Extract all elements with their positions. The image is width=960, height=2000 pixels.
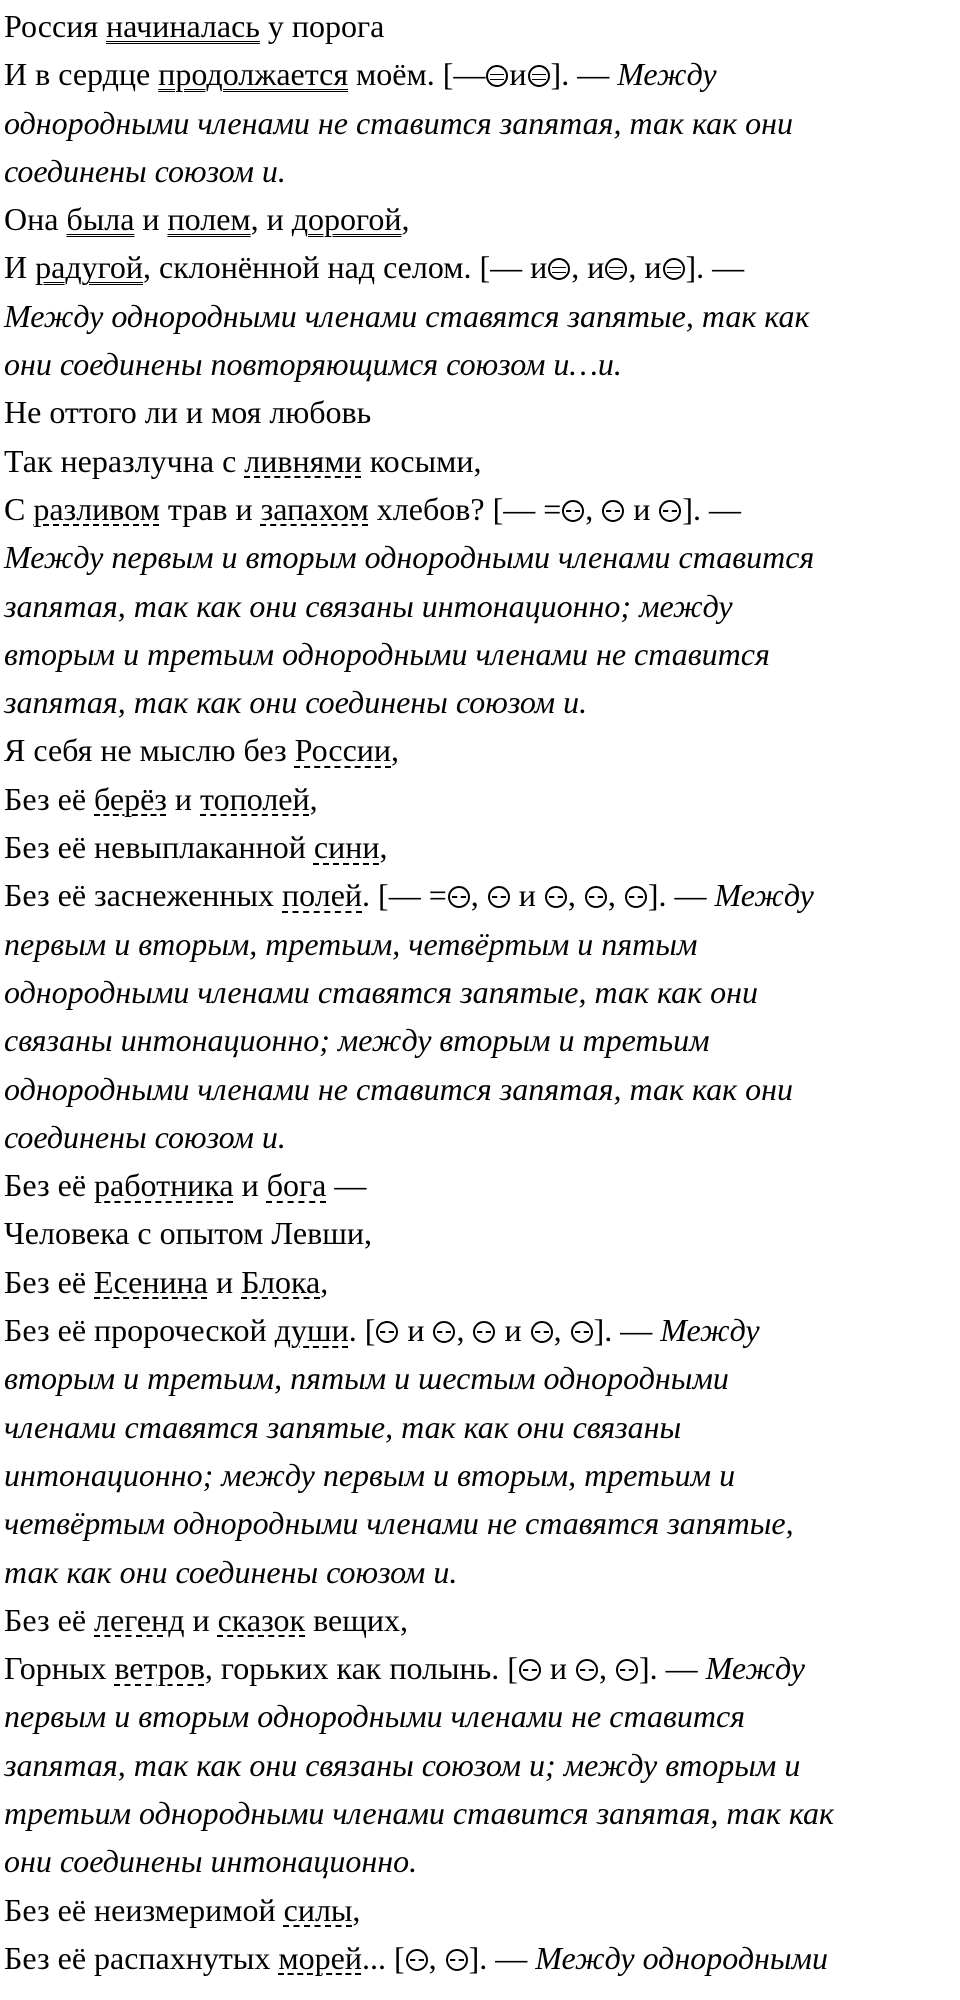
explanation-text: третьим однородными членами ставится запятая, так как	[4, 1794, 834, 1831]
text-segment: и	[510, 877, 544, 914]
predicate-word: полем	[167, 201, 251, 238]
explanation-text: связаны интонационно; между вторым и третьим	[4, 1022, 710, 1059]
object-circle-icon	[519, 1659, 541, 1681]
text-line	[4, 50, 960, 98]
text-line	[4, 1741, 960, 1789]
text-line	[4, 292, 960, 340]
explanation-text: так как они соединены союзом и.	[4, 1553, 458, 1590]
text-segment: ,	[320, 1263, 329, 1300]
object-circle-icon	[406, 1949, 428, 1971]
explanation-text: Между	[660, 1312, 760, 1349]
text-segment: Не оттого ли и моя любовь	[4, 394, 372, 431]
text-segment: Без её заснеженных	[4, 877, 283, 914]
text-segment: ,	[553, 1312, 570, 1349]
text-segment: Без её неизмеримой	[4, 1891, 284, 1928]
text-segment: ,	[585, 490, 602, 527]
object-circle-icon	[473, 1321, 495, 1343]
text-line	[4, 485, 960, 533]
object-circle-icon	[571, 1321, 593, 1343]
text-line	[4, 823, 960, 871]
object-circle-icon	[576, 1659, 598, 1681]
explanation-text: Между однородными	[535, 1939, 828, 1976]
text-line	[4, 1837, 960, 1885]
text-line	[4, 2, 960, 50]
object-word: души	[274, 1312, 349, 1349]
text-segment: хлебов? [— =	[368, 490, 562, 527]
text-line	[4, 1354, 960, 1402]
text-line	[4, 1596, 960, 1644]
text-segment: Россия	[4, 8, 107, 44]
text-line	[4, 775, 960, 823]
explanation-text: однородными членами не ставится запятая, так как они	[4, 104, 793, 141]
explanation-text: запятая, так как они связаны интонационно; между	[4, 587, 733, 624]
predicate-circle-icon	[605, 258, 627, 280]
text-segment: Она	[4, 201, 67, 238]
explanation-text: интонационно; между первым и вторым, третьим и	[4, 1456, 736, 1493]
text-line	[4, 582, 960, 630]
explanation-text: первым и вторым, третьим, четвёртым и пятым	[4, 925, 698, 962]
text-line	[4, 533, 960, 581]
predicate-circle-icon	[486, 65, 508, 87]
explanation-text: однородными членами ставятся запятые, так как они	[4, 973, 758, 1010]
text-segment: и	[541, 1650, 575, 1687]
object-word: разливом	[33, 490, 160, 527]
text-segment: Без её пророческой	[4, 1312, 275, 1349]
predicate-word: продолжается	[158, 56, 349, 93]
object-circle-icon	[446, 1949, 468, 1971]
explanation-text: запятая, так как они связаны союзом и; между вторым и	[4, 1746, 801, 1783]
text-line	[4, 1258, 960, 1306]
text-segment: Так неразлучна с	[4, 442, 245, 479]
object-circle-icon	[625, 886, 647, 908]
text-segment: И в сердце	[4, 56, 159, 93]
text-line	[4, 871, 960, 919]
predicate-word: начиналась	[106, 8, 260, 44]
text-line	[4, 1065, 960, 1113]
text-line	[4, 968, 960, 1016]
text-line	[4, 388, 960, 436]
object-circle-icon	[376, 1321, 398, 1343]
text-segment: вещих,	[305, 1601, 408, 1638]
text-line	[4, 1209, 960, 1257]
text-line	[4, 1016, 960, 1064]
text-segment: Без её	[4, 1167, 95, 1204]
predicate-word: дорогой	[291, 201, 402, 238]
object-word: Блока	[241, 1263, 321, 1300]
text-segment: ]. —	[593, 1312, 661, 1349]
predicate-circle-icon	[528, 65, 550, 87]
explanation-text: членами ставятся запятые, так как они связаны	[4, 1408, 682, 1445]
text-segment: Горных	[4, 1650, 115, 1687]
text-segment: Без её	[4, 1263, 95, 1300]
text-segment: и	[207, 1263, 242, 1300]
text-segment: Человека с опытом Левши,	[4, 1215, 372, 1252]
text-segment: И	[4, 249, 36, 286]
object-word: берёз	[94, 780, 167, 817]
text-line	[4, 726, 960, 774]
object-circle-icon	[433, 1321, 455, 1343]
text-line	[4, 1451, 960, 1499]
explanation-text: вторым и третьим, пятым и шестым однородными	[4, 1360, 729, 1397]
object-circle-icon	[448, 886, 470, 908]
object-word: морей	[278, 1939, 362, 1976]
explanation-text: Между	[617, 56, 717, 93]
object-word: России	[294, 732, 392, 769]
text-segment: ,	[470, 877, 487, 914]
text-line	[4, 1403, 960, 1451]
object-circle-icon	[531, 1321, 553, 1343]
explanation-text: соединены союзом и.	[4, 152, 286, 189]
text-segment: ,	[391, 732, 400, 769]
text-segment: у порога	[259, 8, 385, 44]
text-segment: . [	[348, 1312, 376, 1349]
object-word: полей	[282, 877, 363, 914]
text-line	[4, 1789, 960, 1837]
object-word: ливнями	[244, 442, 362, 479]
text-line	[4, 1306, 960, 1354]
text-segment: —	[326, 1167, 367, 1204]
text-segment: ]. —	[639, 1650, 706, 1687]
explanation-text: Между	[714, 877, 814, 914]
object-word: силы	[283, 1891, 353, 1928]
object-circle-icon	[545, 886, 567, 908]
object-circle-icon	[616, 1659, 638, 1681]
text-segment: ,	[379, 829, 388, 866]
text-segment: ]. —	[685, 249, 745, 286]
text-segment: трав и	[159, 490, 261, 527]
text-segment: ]. —	[682, 490, 742, 527]
object-word: ветров	[114, 1650, 205, 1687]
text-line	[4, 1161, 960, 1209]
text-segment: ,	[309, 780, 318, 817]
predicate-circle-icon	[548, 258, 570, 280]
text-line	[4, 147, 960, 195]
text-segment: Без её распахнутых	[4, 1939, 279, 1976]
explanation-text: Между	[705, 1650, 805, 1687]
text-segment: и	[233, 1167, 267, 1204]
text-segment: косыми,	[361, 442, 482, 479]
text-segment: Без её	[4, 1601, 95, 1638]
explanation-text: Между первым и вторым однородными членами ставится	[4, 539, 815, 576]
predicate-word: была	[66, 201, 135, 238]
object-circle-icon	[488, 886, 510, 908]
explanation-text: вторым и третьим однородными членами не ставится	[4, 635, 770, 672]
text-segment: и	[399, 1312, 433, 1349]
object-word: запахом	[260, 490, 369, 527]
text-segment: ,	[607, 877, 624, 914]
text-segment: Без её	[4, 780, 95, 817]
text-line	[4, 1548, 960, 1596]
predicate-word: радугой	[35, 249, 144, 286]
explanation-text: они соединены повторяющимся союзом и…и.	[4, 346, 622, 383]
text-segment: ,	[352, 1891, 361, 1928]
text-line	[4, 1692, 960, 1740]
text-segment: и	[166, 780, 201, 817]
text-line	[4, 340, 960, 388]
text-line	[4, 243, 960, 291]
explanation-text: однородными членами не ставится запятая, так как они	[4, 1070, 793, 1107]
text-line	[4, 1113, 960, 1161]
text-segment: , горьких как полынь. [	[204, 1650, 518, 1687]
text-segment: ,	[428, 1939, 445, 1976]
object-word: работника	[94, 1167, 234, 1204]
text-line	[4, 630, 960, 678]
text-segment: моём. [—	[348, 56, 486, 93]
explanation-text: соединены союзом и.	[4, 1118, 286, 1155]
explanation-text: четвёртым однородными членами не ставятся запятые,	[4, 1505, 794, 1542]
explanation-text: они соединены интонационно.	[4, 1843, 418, 1880]
object-circle-icon	[602, 500, 624, 522]
object-word: сини	[313, 829, 380, 866]
text-segment: и	[496, 1312, 530, 1349]
object-word: тополей	[200, 780, 310, 817]
object-word: Есенина	[94, 1263, 208, 1300]
text-segment: ]. —	[647, 877, 715, 914]
text-line	[4, 678, 960, 726]
text-segment: ... [	[361, 1939, 405, 1976]
explanation-text: Между однородными членами ставятся запятые, так как	[4, 297, 810, 334]
text-segment: и	[625, 490, 659, 527]
text-segment: и	[134, 201, 168, 238]
object-word: сказок	[217, 1601, 306, 1638]
text-segment: ,	[567, 877, 584, 914]
object-circle-icon	[562, 500, 584, 522]
text-segment: и	[184, 1601, 218, 1638]
text-segment: , и	[250, 201, 292, 238]
text-line	[4, 1886, 960, 1934]
text-segment: . [— =	[362, 877, 447, 914]
object-word: легенд	[94, 1601, 185, 1638]
text-line	[4, 195, 960, 243]
text-segment: , и	[571, 249, 605, 286]
text-segment: ]. —	[550, 56, 618, 93]
text-segment: Я себя не мыслю без	[4, 732, 295, 769]
text-segment: ,	[599, 1650, 615, 1687]
predicate-circle-icon	[663, 258, 685, 280]
text-segment: С	[4, 490, 34, 527]
text-line	[4, 437, 960, 485]
text-segment: и	[509, 56, 527, 93]
text-line	[4, 1644, 960, 1692]
object-circle-icon	[659, 500, 681, 522]
text-segment: Без её невыплаканной	[4, 829, 314, 866]
text-segment: , и	[628, 249, 662, 286]
text-segment: ]. —	[468, 1939, 536, 1976]
text-line	[4, 920, 960, 968]
object-word: бога	[266, 1167, 327, 1204]
text-segment: ,	[456, 1312, 473, 1349]
explanation-text: запятая, так как они соединены союзом и.	[4, 684, 588, 721]
text-segment: ,	[401, 201, 410, 238]
explanation-text: первым и вторым однородными членами не ставится	[4, 1698, 746, 1735]
object-circle-icon	[585, 886, 607, 908]
text-line	[4, 99, 960, 147]
text-line	[4, 1934, 960, 1982]
text-line	[4, 1499, 960, 1547]
text-segment: , склонённой над селом. [— и	[143, 249, 548, 286]
